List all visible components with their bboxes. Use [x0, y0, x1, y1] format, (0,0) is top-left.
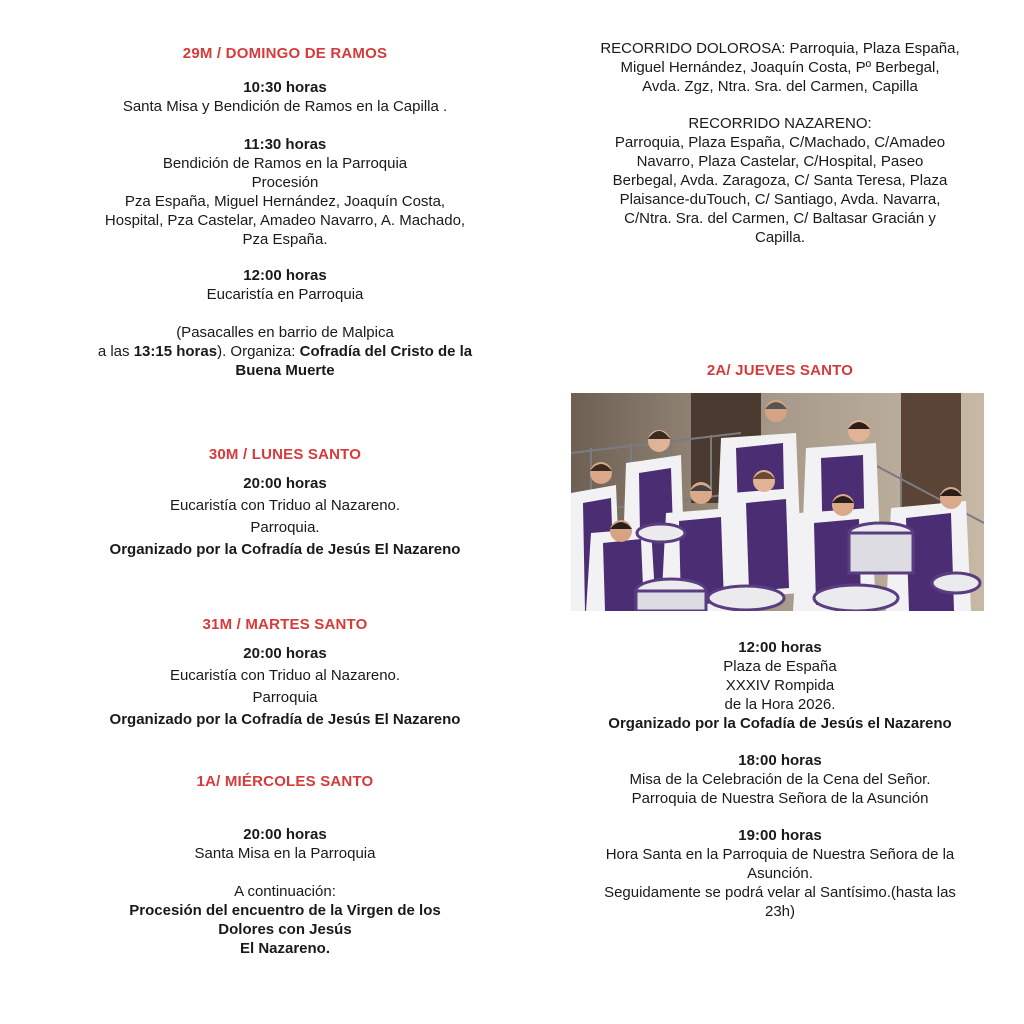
drummers-illustration — [571, 393, 984, 611]
route-title: RECORRIDO NAZARENO: — [688, 115, 872, 132]
event-text: Eucaristía con Triduo al Nazareno. — [169, 667, 401, 684]
event-domingo-1200 — [60, 266, 510, 304]
event-text: Parroquia — [252, 689, 318, 706]
heading-domingo-de-ramos: 29M / DOMINGO DE RAMOS — [182, 45, 388, 62]
route-text: Navarro, Plaza Castelar, C/Hospital, Paseo — [636, 153, 924, 170]
event-text: Hora Santa en la Parroquia de Nuestra Señora de la — [605, 846, 955, 863]
event-text: Pza España. — [242, 231, 328, 248]
event-martes — [60, 643, 510, 731]
heading-miercoles-santo: 1A/ MIÉRCOLES SANTO — [196, 773, 374, 790]
event-organizer: El Nazareno. — [239, 940, 331, 957]
event-text: Misa de la Celebración de la Cena del Señor. — [629, 771, 931, 788]
event-jueves-1900 — [560, 826, 1000, 921]
event-jueves-1200 — [560, 638, 1000, 733]
event-text: Bendición de Ramos en la Parroquia — [162, 155, 408, 172]
recorrido-dolorosa — [560, 39, 1000, 96]
event-organizer: Buena Muerte — [235, 362, 335, 379]
event-organizer: Procesión del encuentro de la Virgen de los — [129, 902, 441, 919]
event-text: Santa Misa y Bendición de Ramos en la Capilla . — [122, 98, 448, 115]
event-miercoles-procesion — [60, 882, 510, 958]
event-pasacalles — [60, 323, 510, 380]
route-text: Berbegal, Avda. Zaragoza, C/ Santa Teresa, Plaza — [612, 172, 948, 189]
event-time: 12:00 horas — [243, 267, 327, 284]
event-time: 20:00 horas — [243, 475, 327, 492]
event-organizer: Dolores con Jesús — [218, 921, 352, 938]
event-text: Asunción. — [747, 865, 813, 882]
event-text: Procesión — [251, 174, 319, 191]
event-organizer: Organizado por la Cofradía de Jesús El Nazareno — [109, 541, 461, 558]
event-time: 19:00 horas — [738, 827, 822, 844]
event-text-mixed — [60, 342, 510, 361]
event-time: 18:00 horas — [738, 752, 822, 769]
event-time: 11:30 horas — [243, 136, 327, 153]
event-organizer: Organizado por la Cofadía de Jesús el Nazareno — [608, 715, 952, 732]
event-text: 23h) — [764, 903, 796, 920]
event-time: 20:00 horas — [243, 826, 327, 843]
event-domingo-1130 — [60, 135, 510, 249]
event-text: Hospital, Pza Castelar, Amadeo Navarro, A. Machado, — [104, 212, 466, 229]
event-text: Pza España, Miguel Hernández, Joaquín Costa, — [124, 193, 446, 210]
event-time: 10:30 horas — [243, 79, 327, 96]
heading-jueves-santo: 2A/ JUEVES SANTO — [706, 362, 854, 379]
recorrido-nazareno — [560, 114, 1000, 247]
event-text: Parroquia. — [250, 519, 320, 536]
text-fragment: a las — [97, 343, 134, 360]
heading-martes-santo: 31M / MARTES SANTO — [202, 616, 368, 633]
event-time: 12:00 horas — [738, 639, 822, 656]
event-text: de la Hora 2026. — [724, 696, 836, 713]
route-text: RECORRIDO DOLOROSA: Parroquia, Plaza España, — [600, 40, 960, 57]
event-jueves-1800 — [560, 751, 1000, 808]
event-time: 20:00 horas — [243, 645, 327, 662]
event-text: (Pasacalles en barrio de Malpica — [176, 324, 394, 341]
event-organizer: Organizado por la Cofradía de Jesús El Nazareno — [109, 711, 461, 728]
event-lunes — [60, 473, 510, 561]
text-fragment-bold: Cofradía del Cristo de la — [299, 343, 473, 360]
event-text: Eucaristía con Triduo al Nazareno. — [169, 497, 401, 514]
route-text: C/Ntra. Sra. del Carmen, C/ Baltasar Gracián y — [624, 210, 936, 227]
event-text: Seguidamente se podrá velar al Santísimo.(hasta las — [604, 884, 956, 901]
route-text: Avda. Zgz, Ntra. Sra. del Carmen, Capilla — [642, 78, 918, 95]
heading-lunes-santo: 30M / LUNES SANTO — [208, 446, 362, 463]
text-fragment-bold: 13:15 horas — [133, 343, 218, 360]
event-domingo-1030 — [60, 78, 510, 116]
event-text: Eucaristía en Parroquia — [206, 286, 364, 303]
route-text: Capilla. — [754, 229, 806, 246]
event-text: A continuación: — [234, 883, 336, 900]
route-text: Miguel Hernández, Joaquín Costa, Pº Berbegal, — [620, 59, 940, 76]
event-miercoles — [60, 825, 510, 863]
event-text: Parroquia de Nuestra Señora de la Asunción — [631, 790, 929, 807]
event-text: Plaza de España — [723, 658, 837, 675]
procession-photo — [571, 393, 984, 611]
route-text: Plaisance-duTouch, C/ Santiago, Avda. Navarra, — [619, 191, 941, 208]
event-text: Santa Misa en la Parroquia — [194, 845, 376, 862]
route-text: Parroquia, Plaza España, C/Machado, C/Amadeo — [614, 134, 946, 151]
event-text: XXXIV Rompida — [725, 677, 835, 694]
text-fragment: ). Organiza: — [217, 343, 300, 360]
